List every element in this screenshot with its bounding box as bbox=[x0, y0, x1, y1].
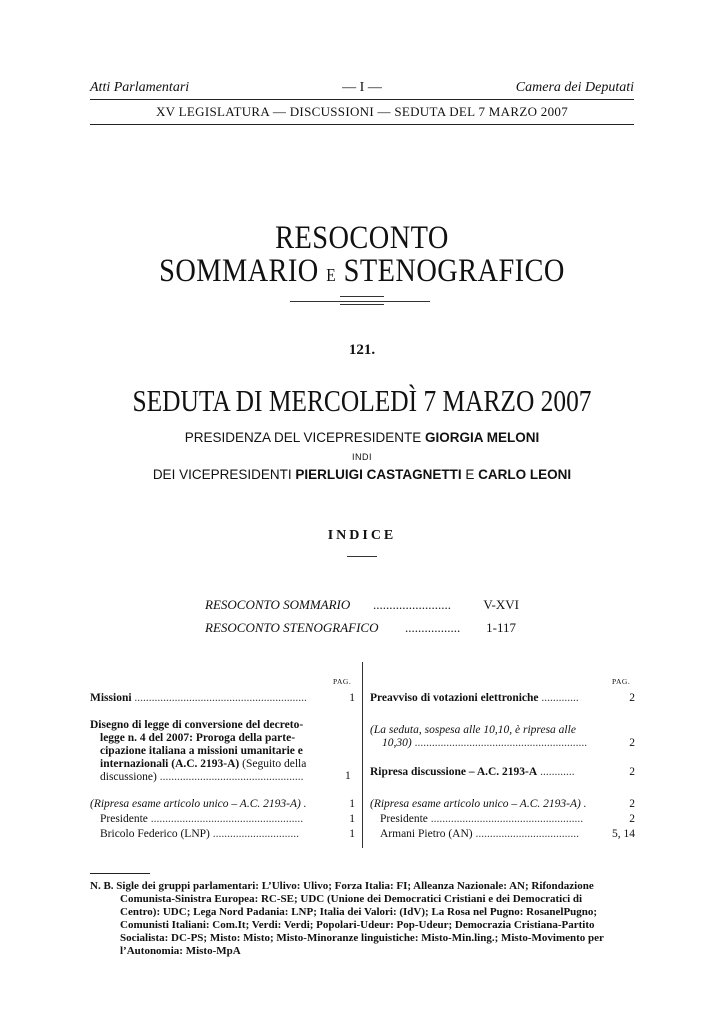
footnote-line: l’Autonomia: Misto-MpA bbox=[120, 945, 241, 957]
footnote-line: Comunisti Italiani: Com.It; Verdi: Verdi; Popolari-Udeur: Pop-Udeur; Democrazia Cristiana-Partito bbox=[120, 919, 595, 931]
index-rule bbox=[347, 556, 377, 557]
session-number: 121. bbox=[348, 342, 376, 358]
presidency-prefix: PRESIDENZA DEL VICEPRESIDENTE bbox=[184, 430, 422, 445]
entry-page: 2 bbox=[629, 692, 635, 704]
entry-page: 1 bbox=[349, 813, 355, 825]
toc-label: RESOCONTO SOMMARIO bbox=[205, 597, 351, 612]
index-heading: INDICE bbox=[327, 528, 397, 543]
presidency-indi: INDI bbox=[352, 452, 372, 462]
entry-page: 1 bbox=[349, 692, 355, 704]
ddl-line: legge n. 4 del 2007: Proroga della parte- bbox=[100, 732, 296, 744]
entry-dots: ............. bbox=[541, 692, 579, 704]
entry-label: 10,30) bbox=[382, 737, 412, 749]
entry-dots: .................................................. bbox=[159, 771, 304, 783]
entry-ripresa-left bbox=[90, 798, 355, 811]
vice-presidents-line bbox=[0, 467, 724, 482]
entry-label: Bricolo Federico (LNP) bbox=[100, 828, 210, 840]
toc-dots: ........................ bbox=[373, 597, 451, 612]
entry-page: 2 bbox=[629, 798, 635, 810]
running-header-page-number: — I — bbox=[342, 80, 382, 95]
entry-label: Presidente bbox=[100, 813, 148, 825]
footnote-group-acronyms bbox=[90, 880, 635, 958]
entry-dots: ............................................................ bbox=[414, 737, 588, 749]
title-ornament-short-lower bbox=[340, 304, 384, 305]
footnote-rule bbox=[90, 873, 150, 874]
entry-dots: ............ bbox=[540, 766, 575, 778]
toc-row bbox=[205, 597, 519, 613]
entry-dots: ..................................................... bbox=[150, 813, 304, 825]
pag-label-right: PAG. bbox=[612, 677, 631, 686]
entry-page: 5, 14 bbox=[612, 828, 635, 840]
vp-name-1: PIERLUIGI CASTAGNETTI bbox=[295, 467, 462, 482]
entry-bricolo bbox=[100, 828, 355, 841]
entry-page: 1 bbox=[349, 798, 355, 810]
entry-label: Ripresa discussione – A.C. 2193-A bbox=[370, 766, 538, 778]
title-e: E bbox=[326, 265, 337, 285]
entry-label: (Ripresa esame articolo unico – A.C. 2193-A) . bbox=[370, 798, 587, 810]
footnote-line: Comunista-Sinistra Europea: RC-SE; UDC (Unione dei Democratici Cristiani e dei Democratici di bbox=[120, 893, 583, 905]
entry-ddl-page: 1 bbox=[345, 770, 351, 782]
entry-dots: ............................................................ bbox=[134, 692, 307, 704]
header-rule-bottom bbox=[90, 124, 634, 125]
entry-page: 2 bbox=[629, 737, 635, 749]
entry-preavviso bbox=[370, 692, 635, 705]
legislature-subheading: XV LEGISLATURA — DISCUSSIONI — SEDUTA DEL 7 MARZO 2007 bbox=[155, 104, 569, 119]
vp-name-2: CARLO LEONI bbox=[478, 467, 572, 482]
entry-label: Missioni bbox=[90, 692, 132, 704]
entry-page: 1 bbox=[349, 828, 355, 840]
entry-label: Armani Pietro (AN) bbox=[380, 828, 473, 840]
footnote-line: Socialista: DC-PS; Misto: Misto; Misto-Minoranze linguistiche: Misto-Min.ling.; Misto-Movimento per bbox=[120, 932, 604, 944]
presidency-line bbox=[0, 430, 724, 445]
entry-ripresa-right bbox=[370, 798, 635, 811]
entry-dots: .............................. bbox=[212, 828, 299, 840]
column-divider bbox=[362, 662, 363, 848]
entry-label: Presidente bbox=[380, 813, 428, 825]
toc-dots: ................. bbox=[405, 620, 461, 635]
entry-page: 2 bbox=[629, 813, 635, 825]
entry-dots: .................................... bbox=[475, 828, 579, 840]
entry-page: 2 bbox=[629, 766, 635, 778]
entry-label: Preavviso di votazioni elettroniche bbox=[370, 692, 539, 704]
footnote-line: Centro): UDC; Lega Nord Padania: LNP; Italia dei Valori: (IdV); La Rosa nel Pugno: RosanelPugno; bbox=[120, 906, 598, 918]
ddl-line: (Seguito della bbox=[242, 758, 307, 770]
toc-label: RESOCONTO STENOGRAFICO bbox=[205, 620, 379, 635]
running-header-right: Camera dei Deputati bbox=[515, 80, 634, 95]
title-line-1: RESOCONTO bbox=[275, 220, 449, 256]
ddl-line: Disegno di legge di conversione del decreto- bbox=[90, 719, 304, 731]
entry-presidente-right bbox=[380, 813, 635, 826]
vp-prefix: DEI VICEPRESIDENTI bbox=[152, 467, 292, 482]
title-sommario: SOMMARIO bbox=[159, 253, 319, 289]
ddl-line: discussione) bbox=[100, 771, 157, 783]
vp-conjunction: E bbox=[465, 467, 475, 482]
entry-armani bbox=[380, 828, 635, 841]
seduta-heading: SEDUTA DI MERCOLEDÌ 7 MARZO 2007 bbox=[132, 383, 592, 418]
entry-seduta-sospesa bbox=[370, 724, 635, 750]
entry-label: (Ripresa esame articolo unico – A.C. 2193-A) . bbox=[90, 798, 307, 810]
presidency-name: GIORGIA MELONI bbox=[425, 430, 540, 445]
entry-ddl bbox=[90, 719, 315, 784]
entry-missioni bbox=[90, 692, 355, 705]
running-header-left: Atti Parlamentari bbox=[90, 80, 190, 95]
entry-dots: ..................................................... bbox=[430, 813, 584, 825]
title-line-2 bbox=[51, 253, 674, 290]
toc-pages: V-XVI bbox=[483, 597, 519, 612]
ddl-line: cipazione italiana a missioni umanitarie e bbox=[100, 745, 303, 757]
footnote-line: N. B. Sigle dei gruppi parlamentari: L’Ulivo: Ulivo; Forza Italia: FI; Alleanza Nazionale: AN; Rifondazione bbox=[90, 880, 594, 892]
ddl-line: internazionali (A.C. 2193-A) bbox=[100, 758, 240, 770]
entry-ripresa-discussione bbox=[370, 766, 635, 779]
title-stenografico: STENOGRAFICO bbox=[343, 253, 565, 289]
pag-label-left: PAG. bbox=[333, 677, 352, 686]
toc-row bbox=[205, 620, 519, 636]
title-ornament-short-upper bbox=[340, 296, 384, 297]
toc-pages: 1-117 bbox=[486, 620, 516, 635]
entry-label: (La seduta, sospesa alle 10,10, è ripresa alle bbox=[370, 724, 576, 736]
title-ornament-rule bbox=[290, 301, 430, 302]
entry-presidente-left bbox=[100, 813, 355, 826]
header-rule-top bbox=[90, 99, 634, 100]
